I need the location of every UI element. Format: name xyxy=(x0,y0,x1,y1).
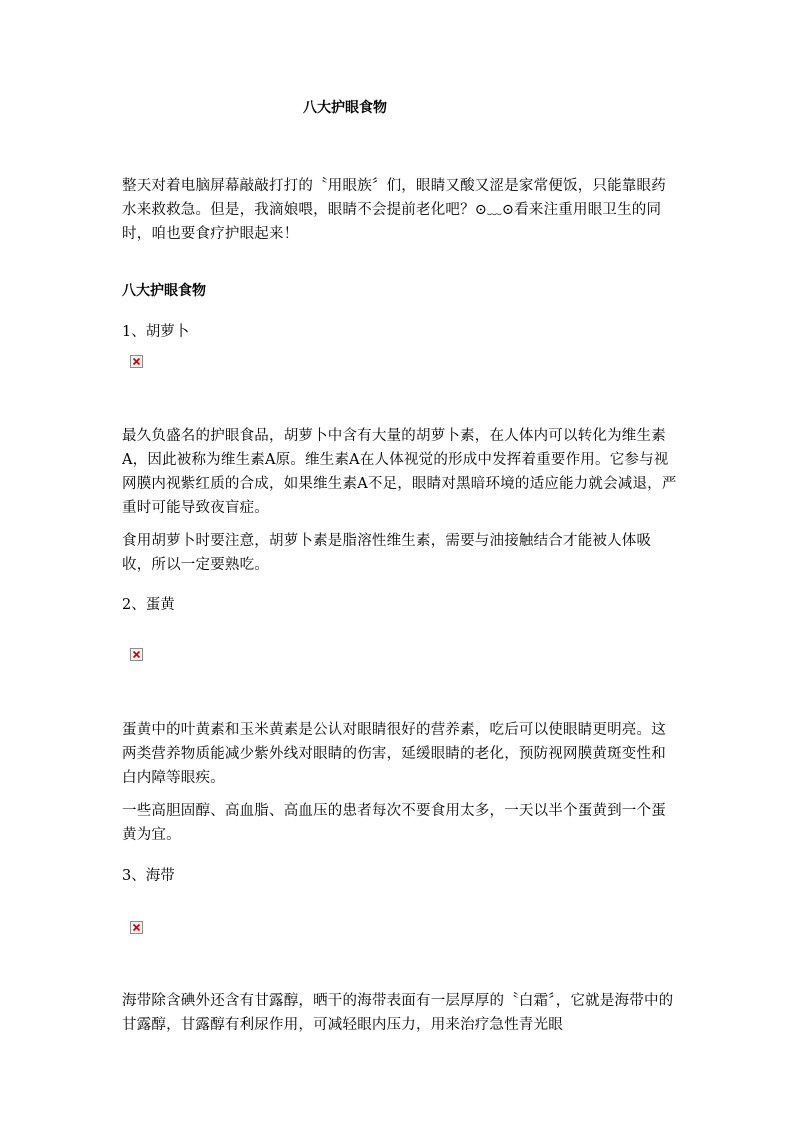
carrot-paragraph-2: 食用胡萝卜时要注意，胡萝卜素是脂溶性维生素，需要与油接触结合才能被人体吸收，所以一定要熟吃。 xyxy=(122,533,652,573)
item-title-kelp: 3、海带 xyxy=(122,868,175,884)
intro-paragraph: 整天对着电脑屏幕敲敲打打的〝用眼族〞们，眼睛又酸又涩是家常便饭，只能靠眼药水来救救急。但是，我滴娘喂，眼睛不会提前老化吧？⊙﹏⊙看来注重用眼卫生的同时，咱也要食疗护眼起来！ xyxy=(122,178,666,242)
section-heading: 八大护眼食物 xyxy=(122,283,206,299)
item-title-egg-yolk: 2、蛋黄 xyxy=(122,597,175,613)
document-title: 八大护眼食物 xyxy=(303,100,387,116)
egg-yolk-paragraph-2: 一些高胆固醇、高血脂、高血压的患者每次不要食用太多，一天以半个蛋黄到一个蛋黄为宜。 xyxy=(122,803,666,843)
item-title-carrot: 1、胡萝卜 xyxy=(122,324,190,340)
broken-image-icon xyxy=(130,355,143,368)
broken-image-icon xyxy=(130,648,143,661)
broken-image-icon xyxy=(130,921,143,934)
kelp-paragraph-1: 海带除含碘外还含有甘露醇，晒干的海带表面有一层厚厚的〝白霜〞，它就是海带中的甘露醇，甘露醇有利尿作用，可减轻眼内压力，用来治疗急性青光眼 xyxy=(122,993,674,1033)
carrot-paragraph-1: 最久负盛名的护眼食品，胡萝卜中含有大量的胡萝卜素，在人体内可以转化为维生素A，因此被称为维生素A原。维生素A在人体视觉的形成中发挥着重要作用。它参与视网膜内视紫红质的合成，如果维生素A不足，眼睛对黑暗环境的适应能力就会减退，严重时可能导致夜盲症。 xyxy=(122,428,677,516)
egg-yolk-paragraph-1: 蛋黄中的叶黄素和玉米黄素是公认对眼睛很好的营养素，吃后可以使眼睛更明亮。这两类营养物质能减少紫外线对眼睛的伤害，延缓眼睛的老化，预防视网膜黄斑变性和白内障等眼疾。 xyxy=(122,722,666,786)
